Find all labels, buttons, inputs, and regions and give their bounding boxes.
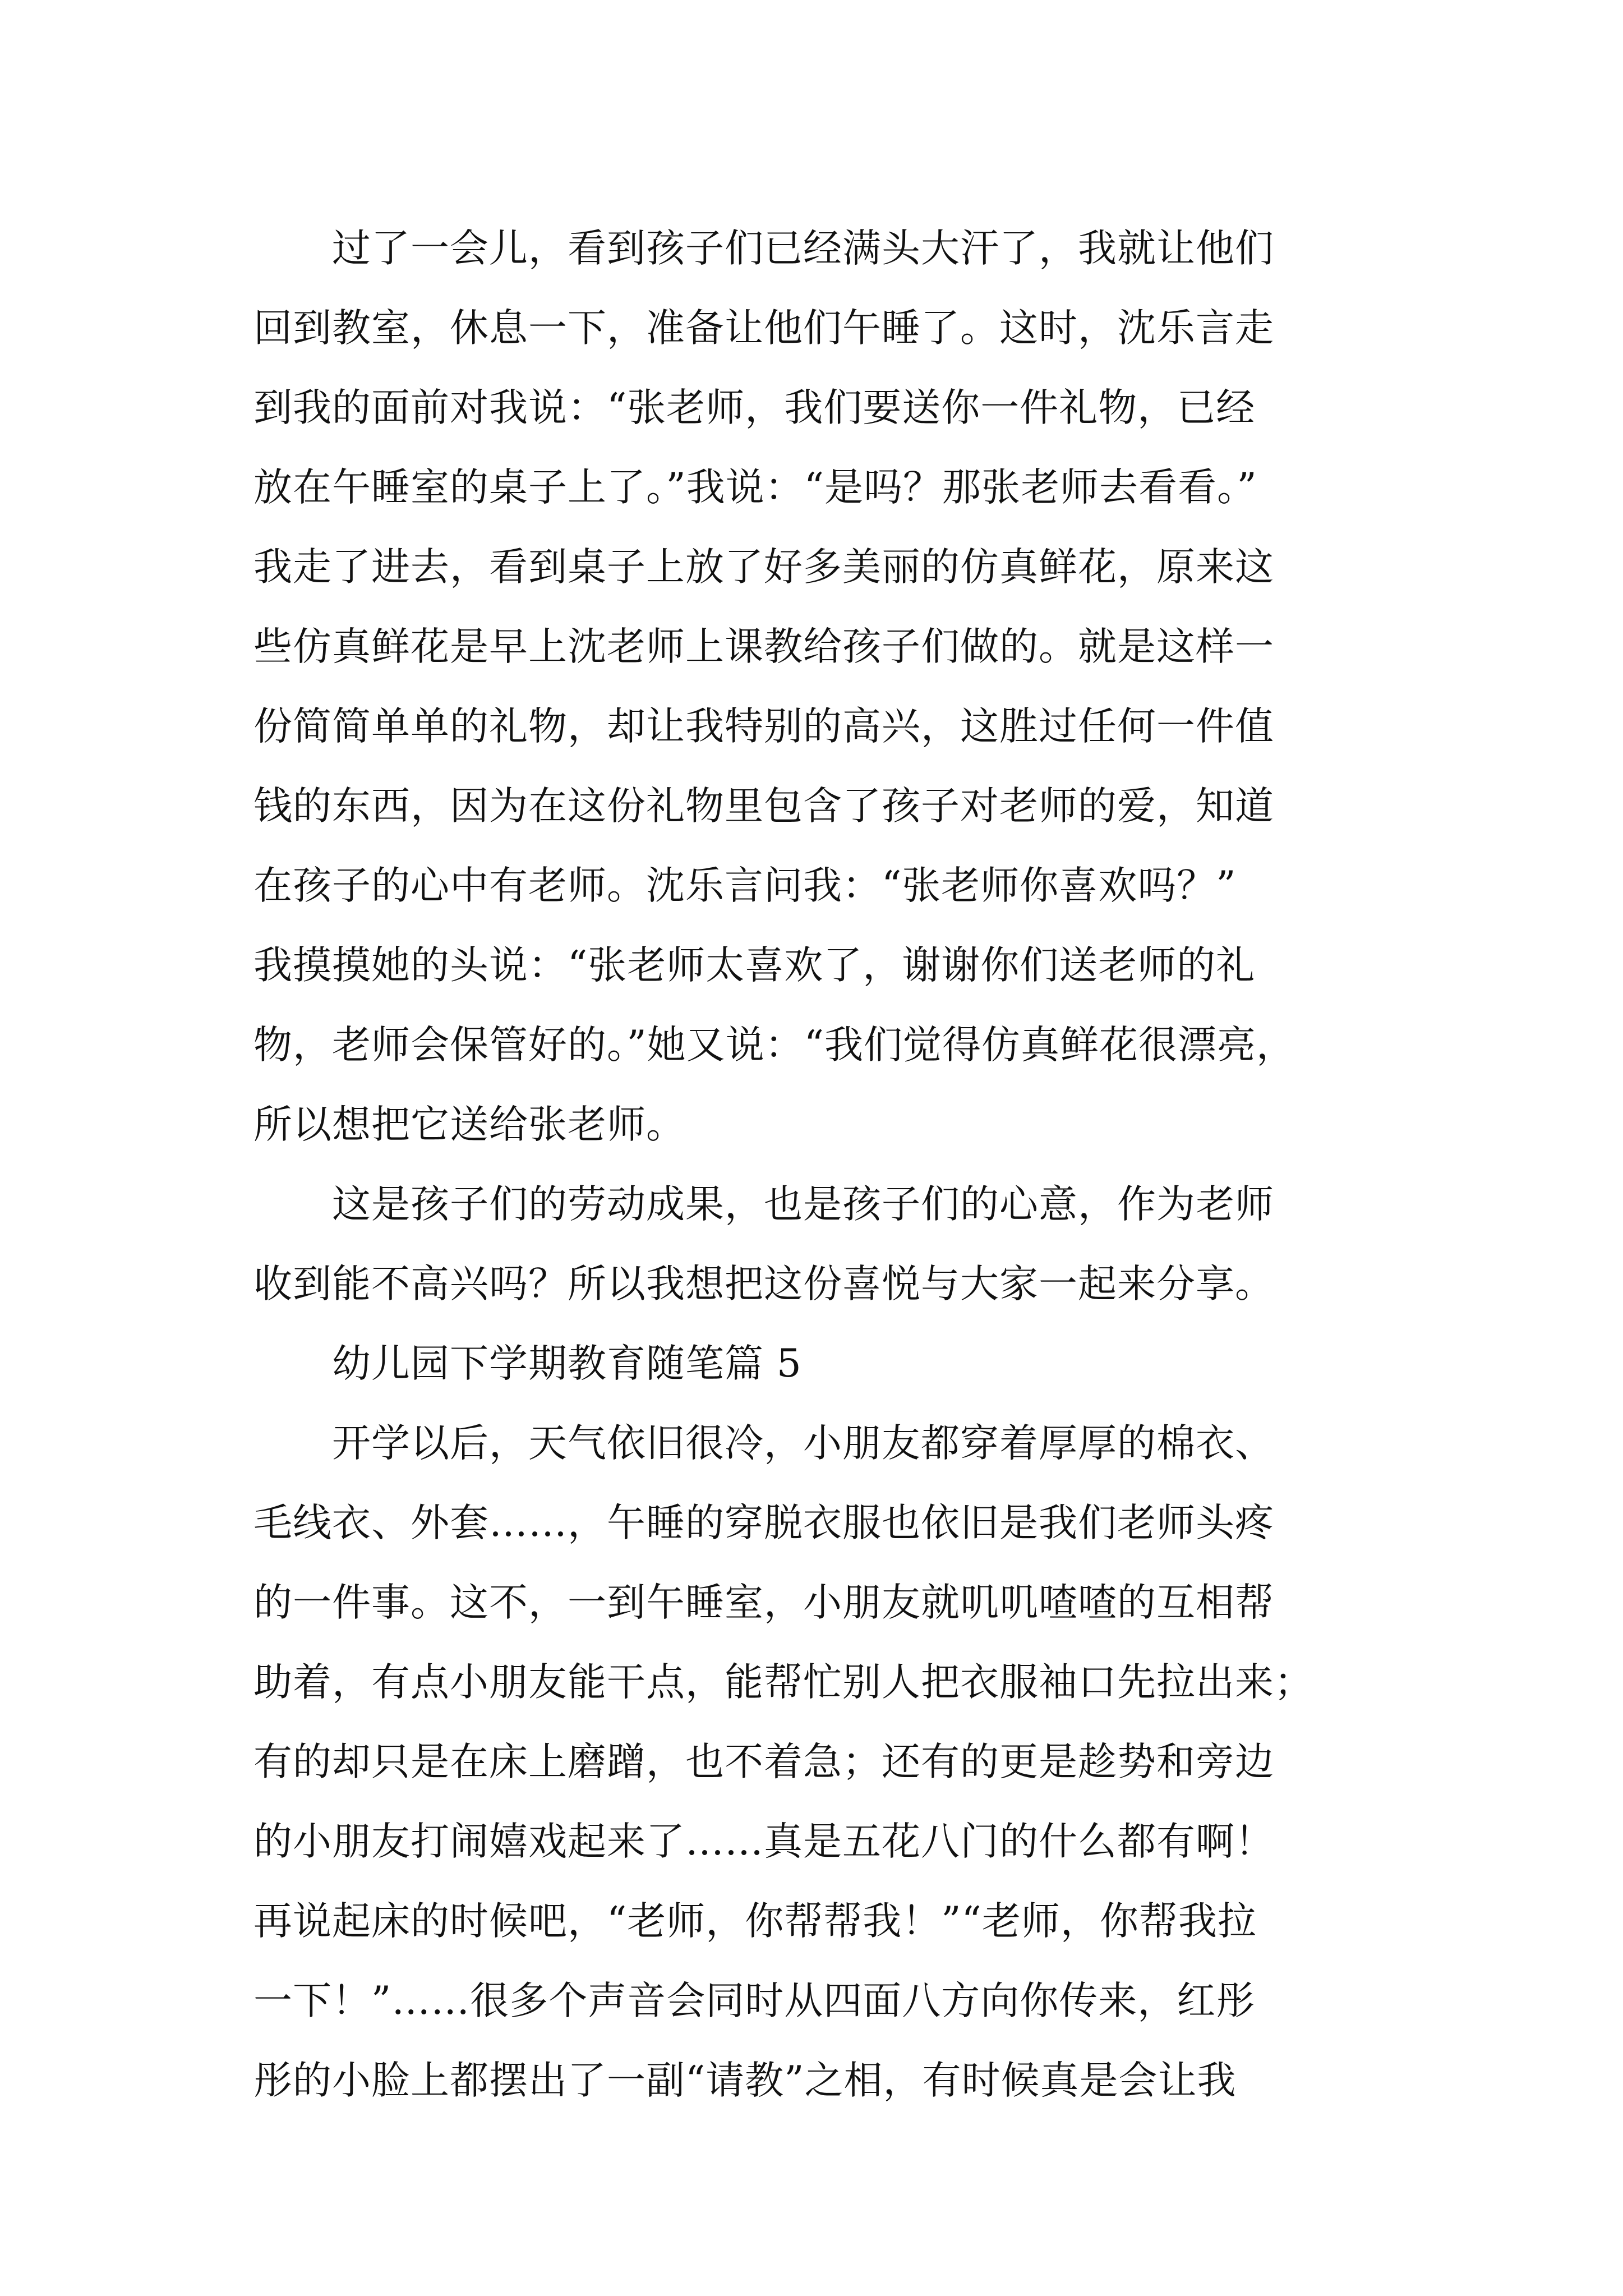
paragraph-line: 在孩子的心中有老师。沈乐言问我：“张老师你喜欢吗？” xyxy=(253,863,1237,908)
paragraph-line: 所以想把它送给张老师。 xyxy=(253,1102,685,1147)
section-heading: 幼儿园下学期教育随笔篇 5 xyxy=(332,1341,802,1386)
paragraph-line: 钱的东西，因为在这份礼物里包含了孩子对老师的爱，知道 xyxy=(253,784,1274,829)
paragraph-line: 些仿真鲜花是早上沈老师上课教给孩子们做的。就是这样一 xyxy=(253,624,1274,669)
paragraph-line: 放在午睡室的桌子上了。”我说：“是吗？那张老师去看看。” xyxy=(253,465,1257,510)
paragraph-line: 回到教室，休息一下，准备让他们午睡了。这时，沈乐言走 xyxy=(253,306,1274,351)
paragraph-line: 过了一会儿，看到孩子们已经满头大汗了，我就让他们 xyxy=(332,226,1274,271)
paragraph-line: 到我的面前对我说：“张老师，我们要送你一件礼物，已经 xyxy=(253,385,1256,430)
paragraph-line: 有的却只是在床上磨蹭，也不着急；还有的更是趁势和旁边 xyxy=(253,1740,1274,1784)
paragraph-line: 开学以后，天气依旧很冷，小朋友都穿着厚厚的棉衣、 xyxy=(332,1421,1274,1466)
paragraph-line: 再说起床的时候吧，“老师，你帮帮我！”“老师，你帮我拉 xyxy=(253,1899,1257,1944)
paragraph-line: 物，老师会保管好的。”她又说：“我们觉得仿真鲜花很漂亮， xyxy=(253,1023,1296,1068)
paragraph-line: 彤的小脸上都摆出了一副“请教”之相，有时候真是会让我 xyxy=(253,2058,1237,2103)
paragraph-line: 毛线衣、外套……，午睡的穿脱衣服也依旧是我们老师头疼 xyxy=(253,1501,1274,1545)
paragraph-line: 这是孩子们的劳动成果，也是孩子们的心意，作为老师 xyxy=(332,1182,1274,1227)
paragraph-line: 助着，有点小朋友能干点，能帮忙别人把衣服袖口先拉出来； xyxy=(253,1660,1313,1705)
paragraph-line: 的小朋友打闹嬉戏起来了……真是五花八门的什么都有啊！ xyxy=(253,1819,1274,1864)
paragraph-line: 的一件事。这不，一到午睡室，小朋友就叽叽喳喳的互相帮 xyxy=(253,1580,1274,1625)
paragraph-line: 份简简单单的礼物，却让我特别的高兴，这胜过任何一件值 xyxy=(253,704,1274,749)
paragraph-line: 收到能不高兴吗？所以我想把这份喜悦与大家一起来分享。 xyxy=(253,1262,1274,1306)
document-body xyxy=(253,209,1409,2120)
paragraph-line: 一下！”……很多个声音会同时从四面八方向你传来，红彤 xyxy=(253,1978,1256,2023)
paragraph-line: 我摸摸她的头说：“张老师太喜欢了，谢谢你们送老师的礼 xyxy=(253,943,1256,988)
paragraph-line: 我走了进去，看到桌子上放了好多美丽的仿真鲜花，原来这 xyxy=(253,545,1274,590)
